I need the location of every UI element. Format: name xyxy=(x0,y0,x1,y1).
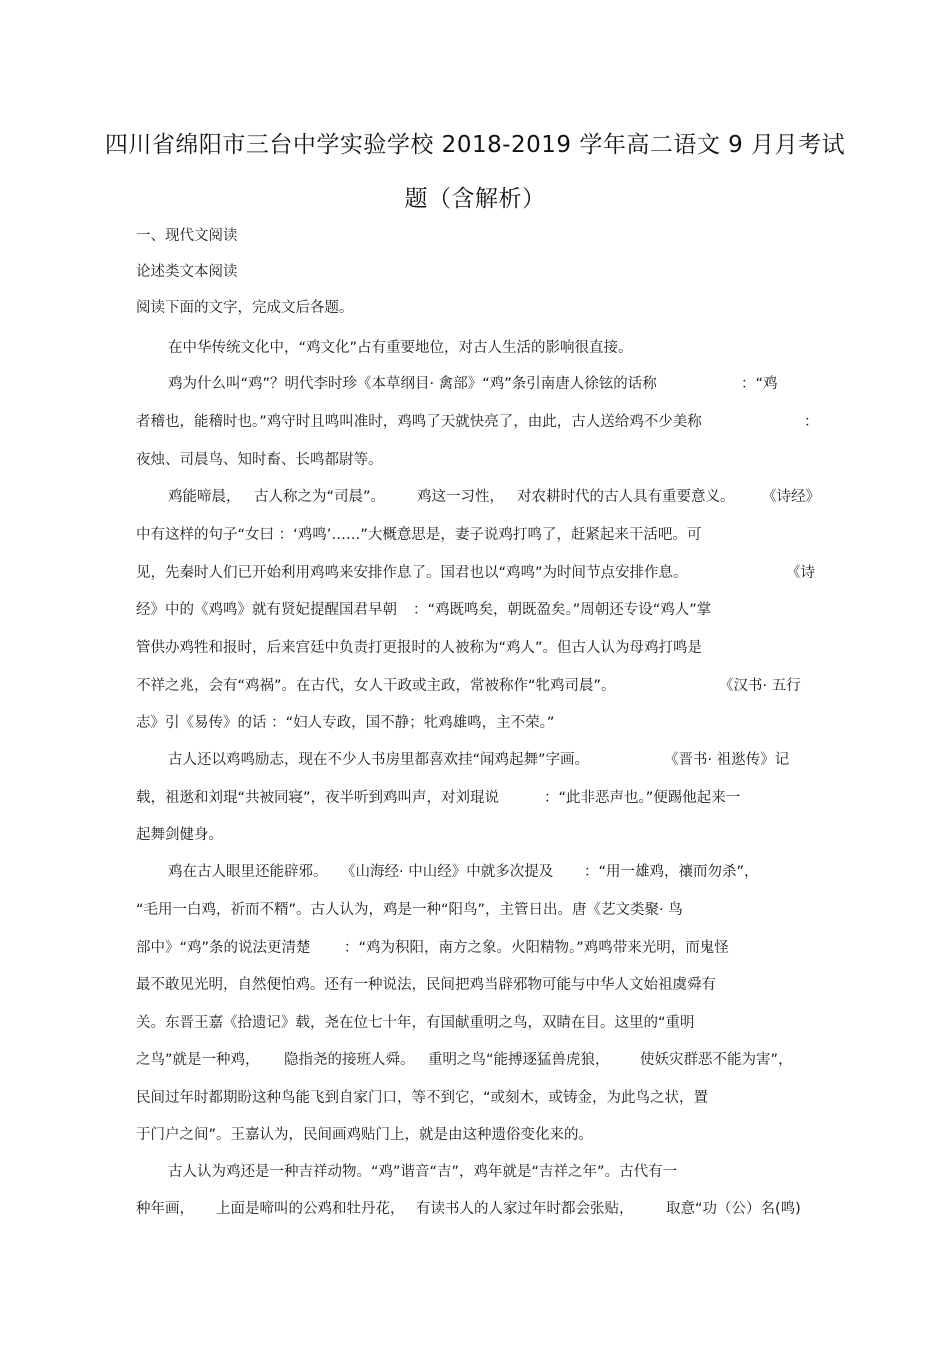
paragraph-text-segment: ：“用一雄鸡，禳而勿杀”， xyxy=(584,864,759,880)
paragraph-text-segment: ： xyxy=(804,414,819,430)
paragraph-text-segment: 《汉书· 五行 xyxy=(719,678,801,694)
subsection-heading: 论述类文本阅读 xyxy=(136,264,238,280)
paragraph-line: 于门户之间”。王嘉认为，民间画鸡贴门上，就是由这种遗俗变化来的。 xyxy=(136,1127,594,1143)
paragraph-line: 最不敢见光明，自然便怕鸡。还有一种说法，民间把鸡当辟邪物可能与中华人文始祖虞舜有 xyxy=(136,977,716,993)
section-heading: 一、现代文阅读 xyxy=(136,228,238,244)
paragraph-text-segment: 重明之鸟“能搏逐猛兽虎狼， xyxy=(428,1052,610,1068)
paragraph-line: 不祥之兆，会有“鸡祸”。在古代，女人干政或主政，常被称作“牝鸡司晨”。 xyxy=(136,678,616,694)
paragraph-text-segment: 取意“功（公）名(鸣) xyxy=(666,1201,801,1217)
paragraph-line: 管供办鸡牲和报时，后来宫廷中负责打更报时的人被称为“鸡人”。但古人认为母鸡打鸣是 xyxy=(136,640,703,656)
paragraph-text-segment: 对农耕时代的古人具有重要意义。 xyxy=(517,489,735,505)
paragraph-line: 者稽也，能稽时也。”鸡守时且鸣叫准时，鸡鸣了天就快亮了，由此，古人送给鸡不少美称 xyxy=(136,414,702,430)
paragraph-line: 在中华传统文化中，“鸡文化”占有重要地位，对古人生活的影响很直接。 xyxy=(168,340,633,356)
paragraph-line: 鸡在古人眼里还能辟邪。 xyxy=(168,864,328,880)
paragraph-text-segment: 鸡能啼晨， xyxy=(168,489,241,505)
paragraph-line: 古人认为鸡还是一种吉祥动物。“鸡”谐音“吉”，鸡年就是“吉祥之年”。古代有一 xyxy=(168,1164,678,1180)
paragraph-text-segment: 使妖灾群恶不能为害”， xyxy=(640,1052,793,1068)
paragraph-text-segment: 鸡为什么叫“鸡”？明代李时珍《本草纲目· 禽部》“鸡”条引南唐人徐铉的话称 xyxy=(168,376,657,392)
paragraph-text-segment: 上面是啼叫的公鸡和牡丹花， xyxy=(216,1201,405,1217)
paragraph-text-segment: 有读书人的人家过年时都会张贴， xyxy=(416,1201,634,1217)
paragraph-text-segment: 隐指尧的接班人舜。 xyxy=(284,1052,415,1068)
paragraph-line: 经》中的《鸡鸣》就有贤妃提醒国君早朝 xyxy=(136,602,397,618)
paragraph-line: 部中》“鸡”条的说法更清楚 xyxy=(136,940,311,956)
paragraph-line: 见，先秦时人们已开始利用鸡鸣来安排作息了。国君也以“鸡鸣”为时间节点安排作息。 xyxy=(136,565,688,581)
paragraph-line: 之鸟”就是一种鸡， xyxy=(136,1052,260,1068)
paragraph-line: 夜烛、司晨鸟、知时畜、长鸣都尉等。 xyxy=(136,452,383,468)
instruction-text: 阅读下面的文字，完成文后各题。 xyxy=(136,300,354,316)
paragraph-text-segment: 鸡这一习性， xyxy=(417,489,504,505)
paragraph-text-segment: 《诗 xyxy=(786,565,815,581)
paragraph-text-segment: ：“鸡为积阳，南方之象。火阳精物。”鸡鸣带来光明，而鬼怪 xyxy=(344,940,729,956)
paragraph-text-segment: ：“鸡 xyxy=(741,376,778,392)
paragraph-line: 古人还以鸡鸣励志，现在不少人书房里都喜欢挂“闻鸡起舞”字画。 xyxy=(168,752,590,768)
paragraph-text-segment: “或刻木，或铸金，为此鸟之状，置 xyxy=(483,1090,709,1106)
paragraph-text-segment: 种年画， xyxy=(136,1201,194,1217)
paragraph-line: 志》引《易传》的话 ：“妇人专政，国不静；牝鸡雄鸣，主不荣。” xyxy=(136,715,555,731)
paragraph-text-segment: 古人称之为“司晨”。 xyxy=(254,489,386,505)
paragraph-text-segment: 《山海经· 中山经》中就多次提及 xyxy=(341,864,554,880)
paragraph-text-segment: ：“此非恶声也。”便踢他起来一 xyxy=(544,790,741,806)
paragraph-text-segment: 《诗经》 xyxy=(762,489,820,505)
paragraph-line: 起舞剑健身。 xyxy=(136,827,223,843)
paragraph-line: “毛用一白鸡，祈而不糈”。古人认为，鸡是一种“阳鸟”，主管日出。唐《艺文类聚· 鸟 xyxy=(136,902,683,918)
paragraph-line: 中有这样的句子“女曰 ：‘鸡鸣’……”大概意思是，妻子说鸡打鸣了，赶紧起来干活吧。可 xyxy=(136,527,702,543)
paragraph-line xyxy=(168,374,657,394)
document-title-line-2: 题（含解析） xyxy=(404,186,546,212)
paragraph-line: 载，祖逖和刘琨“共被同寝”，夜半听到鸡叫声，对刘琨说 xyxy=(136,790,500,806)
document-title-line-1: 四川省绵阳市三台中学实验学校 2018-2019 学年高二语文 9 月月考试 xyxy=(104,132,846,158)
paragraph-line: 民间过年时都期盼这种鸟能飞到自家门口，等不到它， xyxy=(136,1090,484,1106)
paragraph-text-segment: ：“鸡既鸣矣，朝既盈矣。”周朝还专设“鸡人”掌 xyxy=(413,602,712,618)
paragraph-text-segment: 《晋书· 祖逖传》记 xyxy=(664,752,790,768)
paragraph-line: 关。东晋王嘉《拾遗记》载，尧在位七十年，有国献重明之鸟，双睛在目。这里的“重明 xyxy=(136,1015,695,1031)
